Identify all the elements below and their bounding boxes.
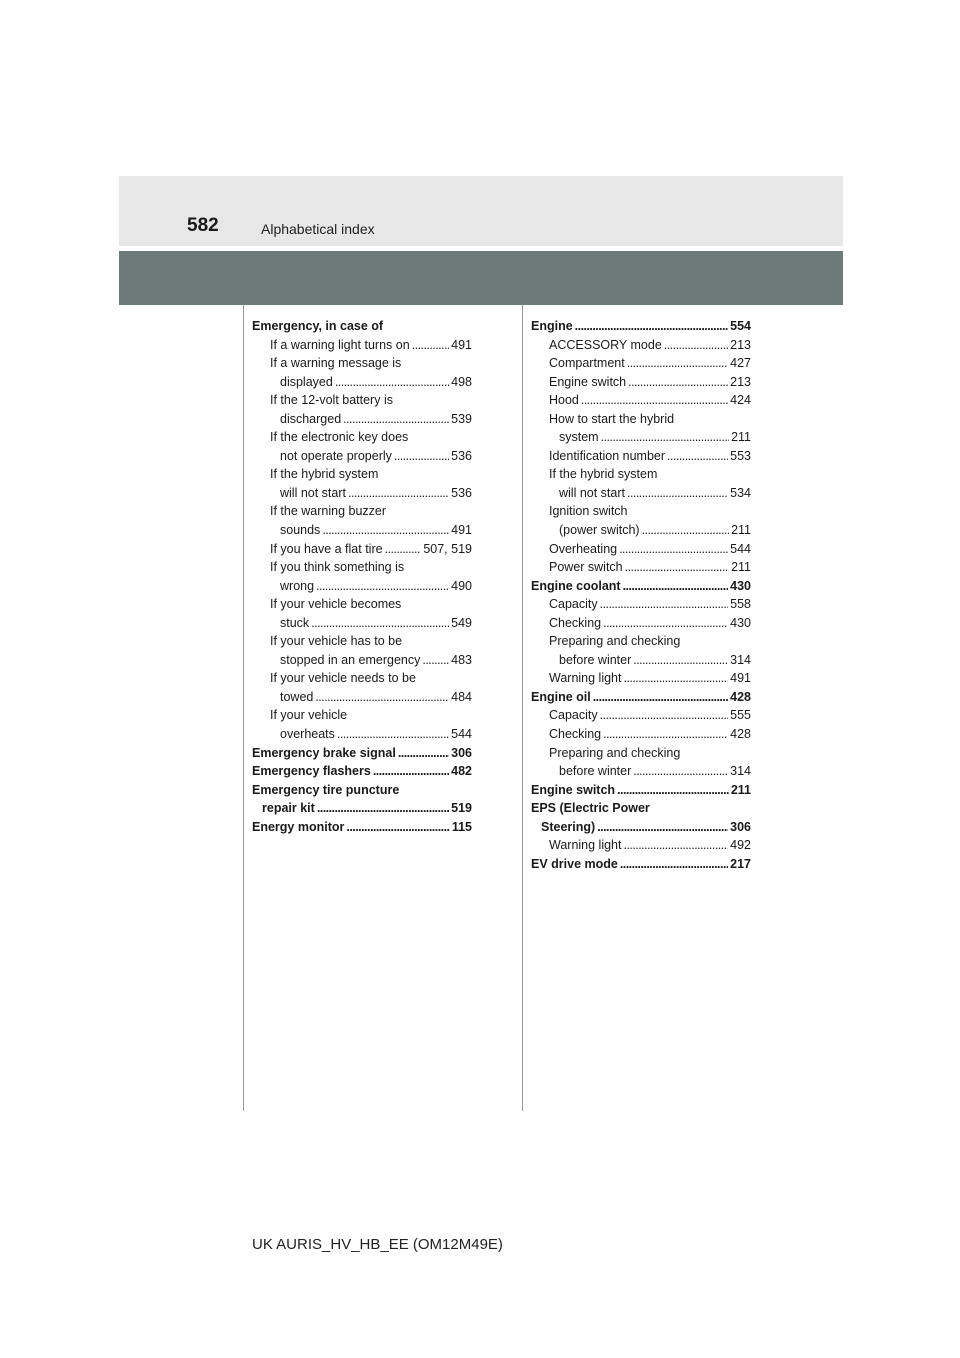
index-entry-text: If your vehicle has to be [270,634,403,649]
index-entry-text: If your vehicle needs to be [270,671,416,686]
index-entry [252,317,472,336]
index-entry [531,484,751,503]
index-entry-text: Preparing and checking [549,634,681,649]
index-entry [531,855,751,874]
index-entry [252,781,472,800]
index-entry [531,762,751,781]
dot-leader [664,336,728,355]
index-column-right [531,317,751,873]
index-entry-text: Engine switch [549,374,627,389]
index-entry-text: system [559,430,599,445]
index-entry-text: Ignition switch [549,504,628,519]
index-entry [252,428,472,447]
index-entry [531,836,751,855]
index-entry-text: Preparing and checking [549,745,681,760]
index-entry [252,577,472,596]
index-entry-page: 211 [731,523,751,538]
index-entry-page: 314 [730,764,751,779]
dot-leader [667,447,728,466]
index-entry-text: If your vehicle becomes [270,597,402,612]
index-entry-text: before winter [559,652,632,667]
index-entry [252,391,472,410]
index-entry [252,762,472,781]
index-entry-page: 483 [451,652,472,667]
index-entry-text: Capacity [549,708,598,723]
index-entry-text: Compartment [549,356,625,371]
dot-leader [620,855,728,874]
index-entry-page: 491 [451,337,472,352]
index-entry [531,781,751,800]
dot-leader [373,762,449,781]
index-entry-text: Engine oil [531,689,591,704]
index-entry-page: 482 [451,764,472,779]
index-entry [252,725,472,744]
dot-leader [603,614,728,633]
index-entry [531,336,751,355]
section-title: Alphabetical index [261,221,375,237]
index-entry [531,688,751,707]
index-entry [252,540,472,559]
index-entry [252,669,472,688]
index-entry-text: If the electronic key does [270,430,409,445]
index-entry [531,818,751,837]
index-entry [252,632,472,651]
index-entry-page: 424 [730,393,751,408]
dot-leader [623,577,729,596]
index-entry-page: 115 [451,819,472,834]
index-entry [252,410,472,429]
index-entry-page: 536 [451,485,472,500]
index-entry [252,614,472,633]
index-entry-page: 430 [730,615,751,630]
index-entry [252,744,472,763]
index-entry-page: 306 [451,745,472,760]
index-entry-text: will not start [280,485,346,500]
index-entry [252,799,472,818]
index-entry-text: not operate properly [280,448,392,463]
index-entry-text: Emergency brake signal [252,745,396,760]
dot-leader [627,484,728,503]
index-entry [531,577,751,596]
index-entry-page: 539 [451,411,472,426]
index-entry-page: 484 [451,689,472,704]
dot-leader [600,595,729,614]
index-entry-page: 427 [730,356,751,371]
index-entry-page: 211 [731,430,751,445]
index-entry-page: 549 [451,615,472,630]
dot-leader [601,428,729,447]
page-number: 582 [187,215,219,236]
dot-leader [335,373,449,392]
index-entry-page: 314 [730,652,751,667]
index-entry [252,465,472,484]
header-band [119,251,843,305]
index-entry-page: 306 [730,819,751,834]
left-column-divider [243,305,244,1111]
index-entry [531,725,751,744]
dot-leader [603,725,728,744]
index-entry [531,558,751,577]
right-column-divider [522,305,523,1111]
index-entry [252,336,472,355]
index-entry [531,540,751,559]
index-entry-page: 492 [730,838,751,853]
index-entry [531,410,751,429]
dot-leader [348,484,449,503]
index-entry-text: stuck [280,615,310,630]
header-top-bar [119,176,843,246]
index-entry-page: 491 [451,523,472,538]
index-entry [252,373,472,392]
dot-leader [394,447,449,466]
index-entry [252,484,472,503]
index-entry-page: 491 [730,671,751,686]
dot-leader [633,651,728,670]
index-entry-page: 544 [451,727,472,742]
index-entry [531,669,751,688]
index-entry-text: will not start [559,485,625,500]
index-entry-text: towed [280,689,314,704]
index-entry-page: 553 [730,448,751,463]
dot-leader [311,614,449,633]
index-entry-text: Energy monitor [252,819,345,834]
index-entry-page: 211 [730,782,751,797]
index-entry-text: displayed [280,374,333,389]
index-entry [252,706,472,725]
index-column-left [252,317,472,836]
dot-leader [315,688,449,707]
dot-leader [575,317,728,336]
index-entry-text: Engine coolant [531,578,621,593]
index-entry-text: repair kit [262,801,315,816]
index-entry [531,502,751,521]
index-entry-page: 213 [730,337,751,352]
index-entry-text: overheats [280,727,335,742]
index-entry-text: EV drive mode [531,856,618,871]
index-entry [531,651,751,670]
index-entry [531,706,751,725]
index-entry-page: 544 [730,541,751,556]
dot-leader [597,818,728,837]
index-entry-text: ACCESSORY mode [549,337,662,352]
dot-leader [581,391,728,410]
index-entry-text: If the hybrid system [549,467,658,482]
index-entry-text: If you have a flat tire [270,541,383,556]
index-entry-text: If the hybrid system [270,467,379,482]
index-entry-page: 498 [451,374,472,389]
index-entry [531,799,751,818]
index-entry-page: 211 [731,560,751,575]
dot-leader [337,725,449,744]
index-entry-text: Power switch [549,560,623,575]
index-entry-page: 217 [730,856,751,871]
index-entry [531,317,751,336]
index-entry-text: Emergency, in case of [252,319,384,333]
index-entry [252,354,472,373]
index-entry-text: Checking [549,727,602,742]
index-entry [252,558,472,577]
index-entry-text: Warning light [549,838,622,853]
index-entry-text: EPS (Electric Power [531,801,650,816]
dot-leader [398,744,449,763]
index-entry-page: 490 [451,578,472,593]
dot-leader [385,540,422,559]
index-entry-text: If the 12-volt battery is [270,393,393,408]
index-entry-page: 519 [451,801,472,816]
index-entry-page: 555 [730,708,751,723]
index-entry-text: Checking [549,615,602,630]
dot-leader [625,558,729,577]
index-entry-page: 558 [730,597,751,612]
index-entry-text: (power switch) [559,523,640,538]
index-entry-page: 428 [730,727,751,742]
dot-leader [624,836,729,855]
index-entry-text: Capacity [549,597,598,612]
document-footer: UK AURIS_HV_HB_EE (OM12M49E) [252,1236,503,1253]
index-entry-text: If a warning light turns on [270,337,410,352]
index-entry-page: 507, 519 [423,541,472,556]
index-entry-text: If the warning buzzer [270,504,387,519]
dot-leader [600,706,729,725]
index-entry [252,688,472,707]
index-entry [531,354,751,373]
index-entry [531,595,751,614]
index-entry [531,614,751,633]
dot-leader [633,762,728,781]
index-entry-text: Steering) [541,819,596,834]
index-entry [252,521,472,540]
index-entry-text: Engine switch [531,782,616,797]
dot-leader [316,577,449,596]
index-entry [252,595,472,614]
index-entry-text: Identification number [549,448,666,463]
index-entry-text: If a warning message is [270,356,402,371]
index-entry-page: 428 [730,689,751,704]
index-entry-text: before winter [559,764,632,779]
dot-leader [593,688,728,707]
dot-leader [343,410,449,429]
index-entry [531,465,751,484]
index-entry [531,632,751,651]
dot-leader [317,799,449,818]
index-entry [252,651,472,670]
index-entry-text: Emergency flashers [252,764,371,779]
index-entry [531,521,751,540]
dot-leader [617,781,729,800]
index-entry-text: If your vehicle [270,708,348,723]
index-entry-text: Engine [531,319,573,333]
dot-leader [642,521,729,540]
index-entry [252,502,472,521]
index-entry [531,391,751,410]
index-entry-text: stopped in an emergency [280,652,421,667]
index-entry-text: discharged [280,411,342,426]
index-entry-text: If you think something is [270,560,405,575]
index-entry-text: Overheating [549,541,618,556]
dot-leader [628,373,728,392]
index-entry-page: 536 [451,448,472,463]
index-entry-page: 430 [730,578,751,593]
index-entry [531,373,751,392]
index-entry-page: 213 [730,374,751,389]
index-entry [252,818,472,837]
index-entry-text: Emergency tire puncture [252,782,400,797]
dot-leader [627,354,728,373]
dot-leader [412,336,449,355]
index-entry-page: 534 [730,485,751,500]
dot-leader [346,818,449,837]
index-entry [531,428,751,447]
dot-leader [624,669,729,688]
index-entry-text: sounds [280,523,321,538]
index-entry [531,744,751,763]
index-entry-text: Warning light [549,671,622,686]
dot-leader [619,540,728,559]
index-entry [252,447,472,466]
index-entry-text: How to start the hybrid [549,411,675,426]
index-entry-text: Hood [549,393,579,408]
index-entry-text: wrong [280,578,315,593]
index-entry-page: 554 [730,319,751,333]
index-entry [531,447,751,466]
dot-leader [322,521,449,540]
dot-leader [422,651,449,670]
